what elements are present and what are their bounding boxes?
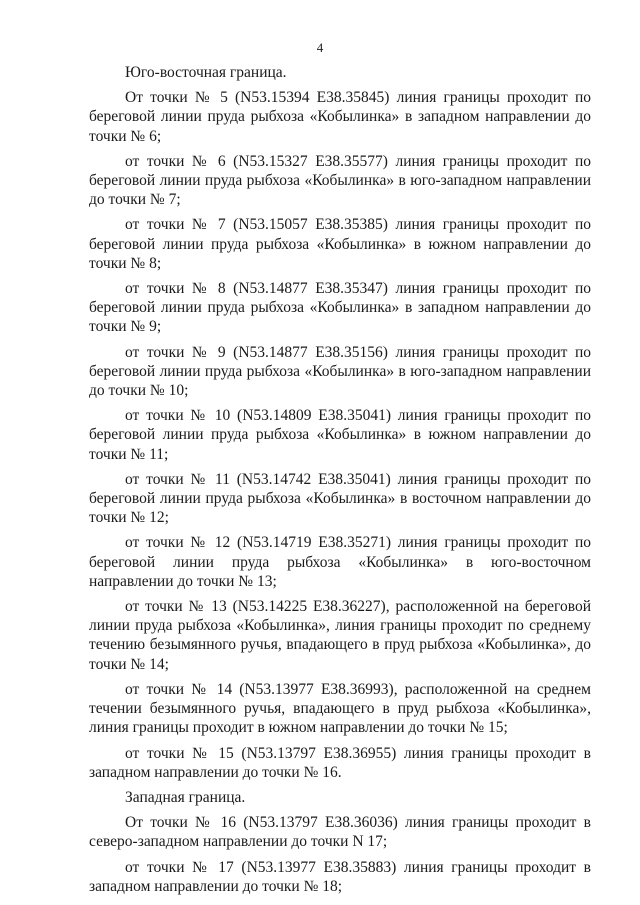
page-number: 4: [316, 40, 324, 55]
boundary-paragraph: от точки № 11 (N53.14742 E38.35041) линия границы проходит по береговой линии пруда рыбхоза «Кобылинка» в восточном направлении до точки № 12;: [89, 470, 591, 527]
boundary-paragraph: от точки № 17 (N53.13977 E38.35883) линия границы проходит в западном направлении до точки № 18;: [89, 858, 591, 895]
boundary-paragraph: от точки № 7 (N53.15057 E38.35385) линия границы проходит по береговой линии пруда рыбхоза «Кобылинка» в южном направлении до точки № 8;: [89, 216, 591, 272]
section-heading: Юго-восточная граница.: [125, 64, 287, 81]
boundary-paragraph: от точки № 9 (N53.14877 E38.35156) линия границы проходит по береговой линии пруда рыбхоза «Кобылинка» в юго-западном направлении до точки № 10;: [89, 343, 591, 400]
boundary-paragraph: от точки № 13 (N53.14225 E38.36227), расположенной на береговой линии пруда рыбхоза «Кобылинка», линия границы проходит по среднему течению безымянного ручья, впадающего в пруд рыбхоза «Кобылинка», до точки № 14;: [89, 598, 591, 673]
boundary-paragraph: от точки № 8 (N53.14877 E38.35347) линия границы проходит по береговой линии пруда рыбхоза «Кобылинка» в западном направлении до точки № 9;: [89, 280, 591, 336]
boundary-paragraph: от точки № 15 (N53.13797 E38.36955) линия границы проходит в западном направлении до точки № 16.: [89, 744, 591, 781]
document-body: [89, 63, 591, 902]
boundary-paragraph: от точки № 12 (N53.14719 E38.35271) линия границы проходит по береговой линии пруда рыбхоза «Кобылинка» в юго-восточном направлении до точки № 13;: [89, 534, 591, 590]
boundary-paragraph: От точки № 16 (N53.13797 E38.36036) линия границы проходит в северо-западном направлении до точки N 17;: [89, 814, 591, 851]
boundary-paragraph: От точки № 5 (N53.15394 E38.35845) линия границы проходит по береговой линии пруда рыбхоза «Кобылинка» в западном направлении до точки № 6;: [89, 89, 591, 145]
boundary-paragraph: от точки № 6 (N53.15327 E38.35577) линия границы проходит по береговой линии пруда рыбхоза «Кобылинка» в юго-западном направлении до точки № 7;: [89, 152, 591, 209]
boundary-paragraph: от точки № 14 (N53.13977 E38.36993), расположенной на среднем течении безымянного ручья, впадающего в пруд рыбхоза «Кобылинка», линия границы проходит в южном направлении до точки № 15;: [89, 680, 591, 737]
boundary-paragraph: от точки № 10 (N53.14809 E38.35041) линия границы проходит по береговой линии пруда рыбхоза «Кобылинка» в южном направлении до точки № 11;: [89, 407, 591, 463]
section-heading: Западная граница.: [125, 788, 246, 806]
